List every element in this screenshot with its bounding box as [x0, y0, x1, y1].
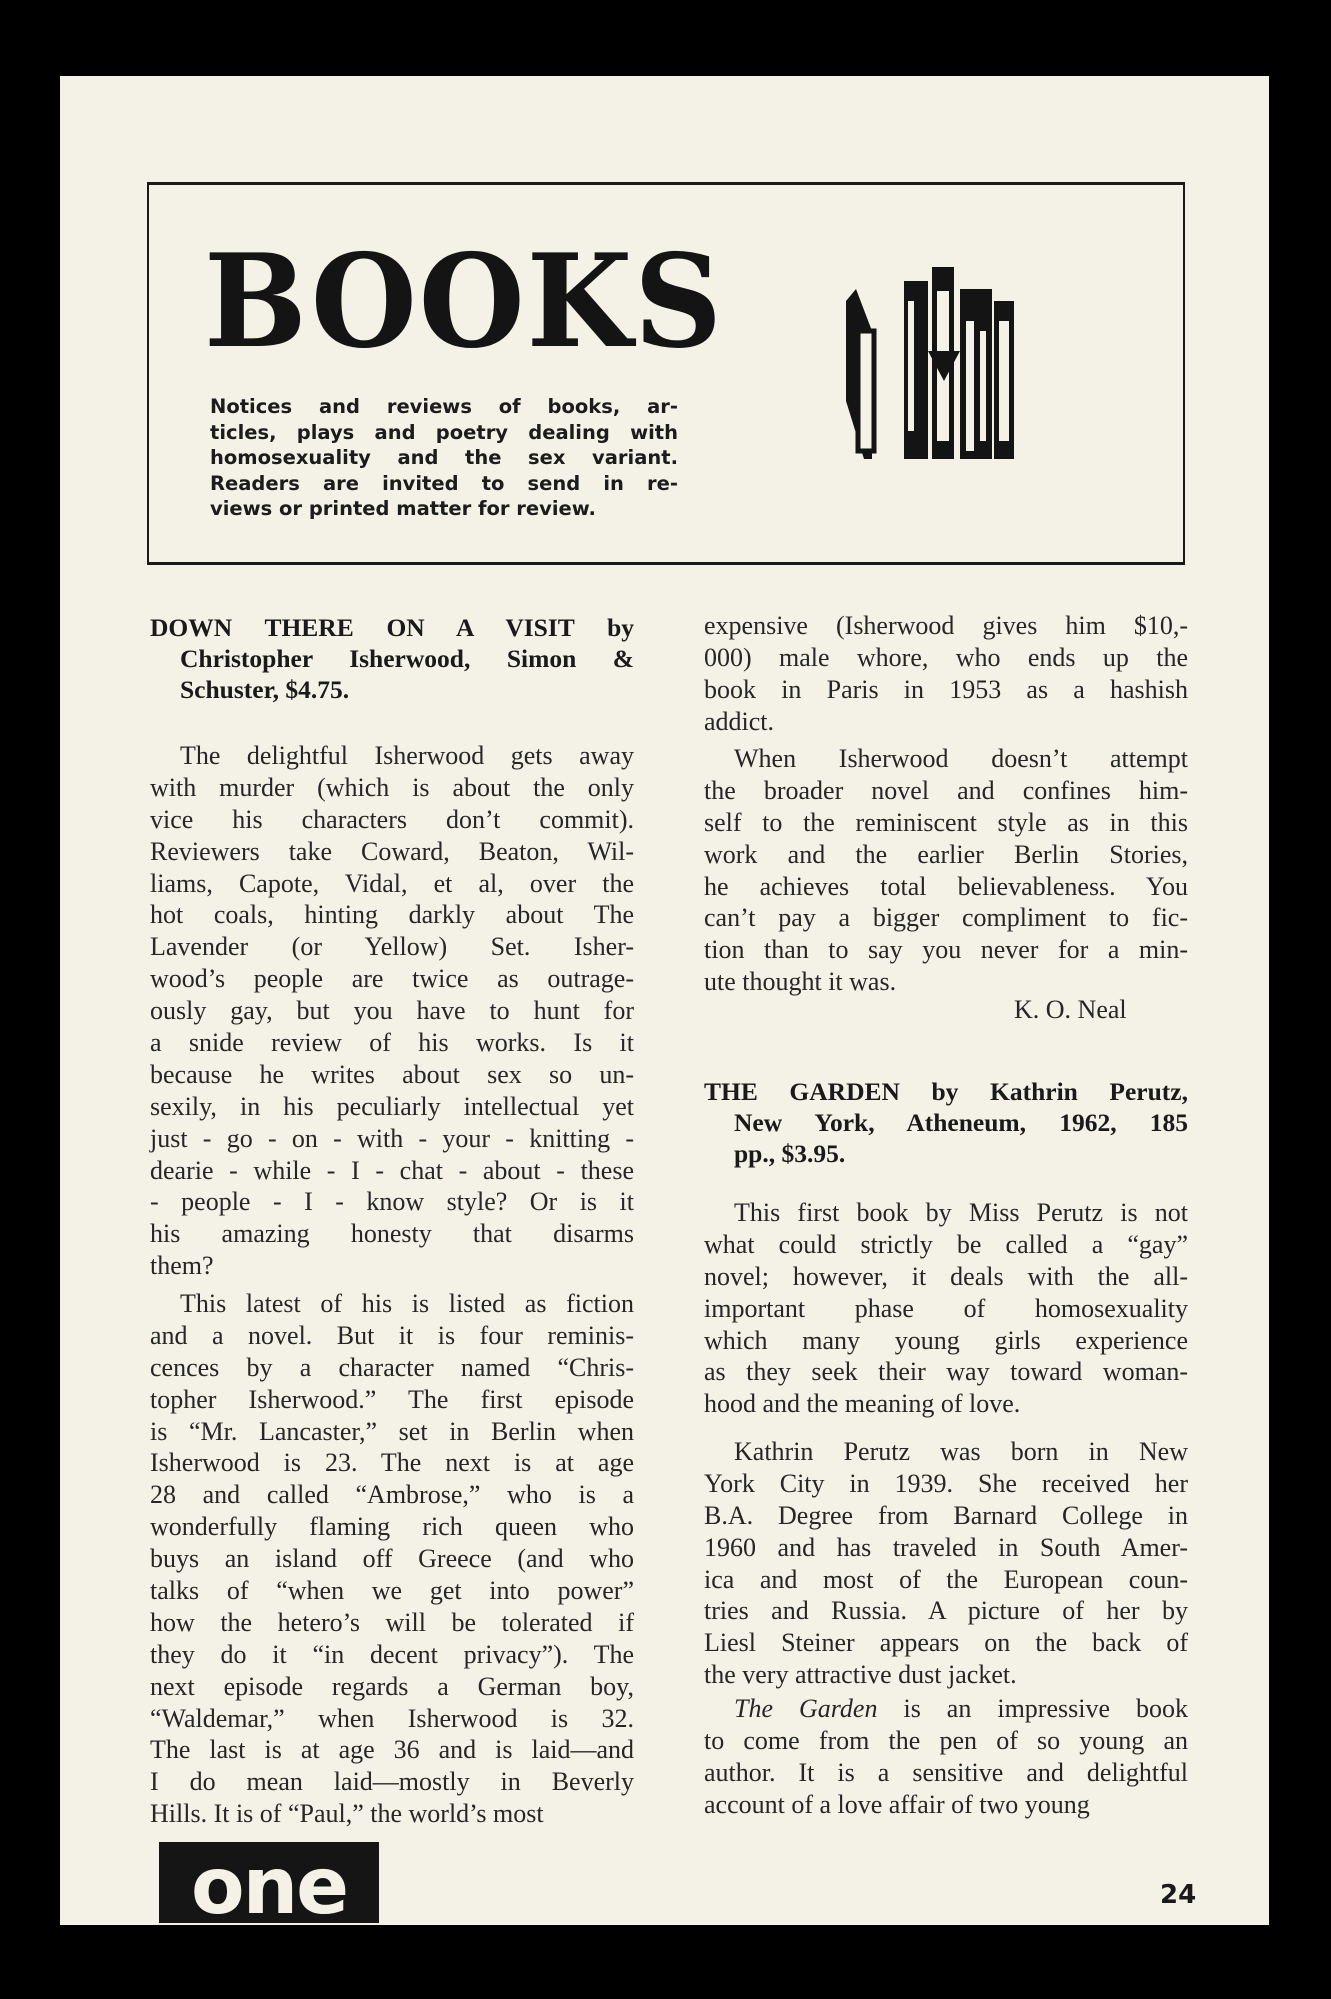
section-intro	[210, 394, 678, 522]
text-line: them?	[150, 1251, 214, 1281]
books-on-shelf-icon	[842, 261, 1034, 461]
text-line: topher Isherwood.” The first episode	[150, 1384, 634, 1414]
text-line: 1960 and has traveled in South Amer-	[704, 1532, 1188, 1562]
text-line: tries and Russia. A picture of her by	[704, 1596, 1188, 1626]
text-line: The delightful Isherwood gets away	[180, 741, 634, 770]
text-line: as they seek their way toward woman-	[704, 1357, 1188, 1387]
heading-line: New York, Atheneum, 1962, 185	[734, 1108, 1188, 1137]
review-signature: K. O. Neal	[1014, 995, 1127, 1024]
text-line: Liesl Steiner appears on the back of	[704, 1628, 1188, 1658]
text-line: liams, Capote, Vidal, et al, over the	[150, 868, 634, 898]
intro-line: ticles, plays and poetry dealing with	[210, 420, 678, 444]
text-line: Kathrin Perutz was born in New	[734, 1437, 1188, 1466]
text-line: book in Paris in 1953 as a hashish	[704, 674, 1188, 704]
text-line: account of a love affair of two young	[704, 1789, 1090, 1819]
heading-line: DOWN THERE ON A VISIT by	[150, 613, 634, 642]
text-line: I do mean laid—mostly in Beverly	[150, 1767, 634, 1797]
text-line: - people - I - know style? Or is it	[150, 1187, 634, 1217]
text-line: next episode regards a German boy,	[150, 1671, 634, 1701]
text-line: he achieves total believableness. You	[704, 871, 1188, 901]
text-line: “Waldemar,” when Isherwood is 32.	[150, 1703, 634, 1733]
heading-line: Schuster, $4.75.	[180, 675, 350, 704]
review-paragraph	[704, 1436, 1188, 1691]
text-line: Reviewers take Coward, Beaton, Wil-	[150, 836, 634, 866]
text-line: expensive (Isherwood gives him $10,-	[704, 611, 1188, 640]
text-line: work and the earlier Berlin Stories,	[704, 839, 1188, 869]
text-line: This first book by Miss Perutz is not	[734, 1198, 1188, 1227]
text-line: just - go - on - with - your - knitting -	[150, 1123, 634, 1153]
text-line: hood and the meaning of love.	[704, 1389, 1021, 1419]
text-line: B.A. Degree from Barnard College in	[704, 1500, 1188, 1530]
text-line: hot coals, hinting darkly about The	[150, 900, 634, 930]
text-line: ously gay, but you have to hunt for	[150, 996, 634, 1026]
heading-line: Christopher Isherwood, Simon &	[180, 644, 634, 673]
text-line: which many young girls experience	[704, 1325, 1188, 1355]
review-heading	[150, 612, 634, 705]
text-line: they do it “in decent privacy”). The	[150, 1639, 634, 1669]
text-line: The Garden is an impressive book	[734, 1694, 1188, 1723]
text-line: When Isherwood doesn’t attempt	[734, 744, 1188, 773]
text-line: ica and most of the European coun-	[704, 1564, 1188, 1594]
text-line: important phase of homosexuality	[704, 1293, 1188, 1323]
review-paragraph	[704, 610, 1188, 738]
text-line: wood’s people are twice as outrage-	[150, 964, 634, 994]
intro-line: views or printed matter for review.	[210, 497, 596, 521]
text-line: and a novel. But it is four reminis-	[150, 1320, 634, 1350]
text-line: addict.	[704, 706, 775, 736]
text-line: author. It is a sensitive and delightful	[704, 1757, 1188, 1787]
text-line: can’t pay a bigger compliment to fic-	[704, 903, 1188, 933]
text-line: a snide review of his works. Is it	[150, 1028, 634, 1058]
heading-line: pp., $3.95.	[734, 1139, 846, 1168]
text-line: novel; however, it deals with the all-	[704, 1261, 1188, 1291]
review-heading	[704, 1076, 1188, 1169]
text-line: 000) male whore, who ends up the	[704, 642, 1188, 672]
text-line: because he writes about sex so un-	[150, 1059, 634, 1089]
book-title-italic: The Garden	[734, 1694, 878, 1723]
text-line: ute thought it was.	[704, 967, 897, 997]
text-line: how the hetero’s will be tolerated if	[150, 1607, 634, 1637]
text-line: self to the reminiscent style as in this	[704, 807, 1188, 837]
review-paragraph	[704, 743, 1188, 998]
section-title: BOOKS	[204, 227, 724, 377]
text-line: is “Mr. Lancaster,” set in Berlin when	[150, 1416, 634, 1446]
text-line: the broader novel and confines him-	[704, 775, 1188, 805]
text-line: Lavender (or Yellow) Set. Isher-	[150, 932, 634, 962]
page-number: 24	[1160, 1880, 1197, 1910]
text-line: This latest of his is listed as fiction	[180, 1289, 634, 1318]
text-line: buys an island off Greece (and who	[150, 1544, 634, 1574]
text-line: The last is at age 36 and is laid—and	[150, 1735, 634, 1765]
text-line: 28 and called “Ambrose,” who is a	[150, 1480, 634, 1510]
intro-line: Readers are invited to send in re-	[210, 471, 678, 495]
text-line: with murder (which is about the only	[150, 772, 634, 802]
text-line: tion than to say you never for a min-	[704, 935, 1188, 965]
one-magazine-logo: one	[159, 1842, 379, 1923]
review-paragraph	[704, 1197, 1188, 1420]
intro-line: Notices and reviews of books, ar-	[210, 395, 678, 418]
text-line: what could strictly be called a “gay”	[704, 1229, 1188, 1259]
review-paragraph	[704, 1693, 1188, 1821]
heading-line: THE GARDEN by Kathrin Perutz,	[704, 1077, 1188, 1106]
text-line: to come from the pen of so young an	[704, 1725, 1188, 1755]
text-line: vice his characters don’t commit).	[150, 804, 634, 834]
text-line: Isherwood is 23. The next is at age	[150, 1448, 634, 1478]
text-line: York City in 1939. She received her	[704, 1468, 1188, 1498]
text-line: wonderfully flaming rich queen who	[150, 1512, 634, 1542]
text-line: cences by a character named “Chris-	[150, 1352, 634, 1382]
review-paragraph	[150, 740, 634, 1282]
text-line: his amazing honesty that disarms	[150, 1219, 634, 1249]
text-line: sexily, in his peculiarly intellectual yet	[150, 1091, 634, 1121]
text-line: Hills. It is of “Paul,” the world’s most	[150, 1799, 544, 1829]
review-paragraph	[150, 1288, 634, 1830]
intro-line: homosexuality and the sex variant.	[210, 446, 678, 470]
text-line: the very attractive dust jacket.	[704, 1660, 1017, 1690]
text-line: talks of “when we get into power”	[150, 1576, 634, 1606]
text-line: dearie - while - I - chat - about - these	[150, 1155, 634, 1185]
